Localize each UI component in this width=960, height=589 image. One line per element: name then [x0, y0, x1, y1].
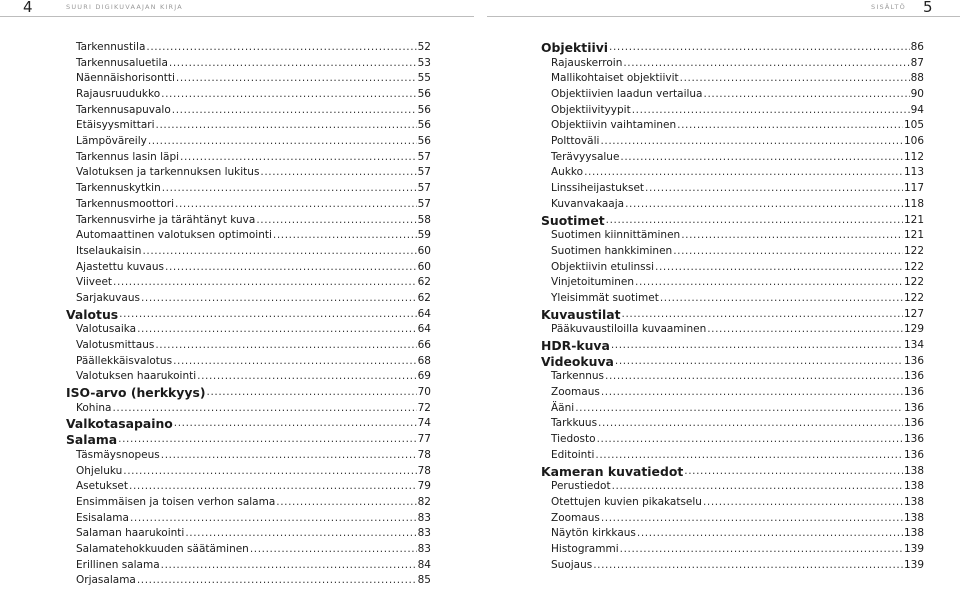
toc-entry [66, 150, 431, 166]
toc-page-number: 78 [417, 448, 431, 461]
toc-leader-dots [600, 134, 903, 150]
toc-entry [66, 322, 431, 338]
header-rule-left [0, 16, 474, 17]
toc-page-number: 72 [417, 401, 431, 414]
toc-entry [541, 495, 924, 511]
toc-chapter-entry [541, 354, 924, 370]
toc-entry-label: Tarkennustila [76, 40, 146, 53]
toc-entry-label: ISO-arvo (herkkyys) [66, 385, 206, 401]
toc-entry-label: Erillinen salama [76, 558, 160, 571]
toc-page-number: 60 [417, 260, 431, 273]
toc-leader-dots [615, 354, 903, 370]
toc-page-number: 83 [417, 542, 431, 555]
toc-page-number: 79 [417, 480, 431, 493]
toc-page-number: 53 [417, 56, 431, 69]
toc-leader-dots [632, 103, 910, 119]
toc-leader-dots [129, 479, 417, 495]
toc-leader-dots [681, 228, 903, 244]
toc-leader-dots [677, 118, 903, 134]
toc-leader-dots [601, 511, 903, 527]
toc-page-number: 94 [910, 103, 924, 116]
toc-page-number: 122 [903, 260, 924, 273]
toc-entry [541, 166, 924, 182]
toc-leader-dots [173, 354, 417, 370]
toc-leader-dots [256, 213, 416, 229]
toc-entry-label: Terävyysalue [551, 150, 620, 163]
toc-entry [541, 385, 924, 401]
toc-left-column [66, 40, 431, 589]
toc-page-number: 138 [903, 464, 924, 477]
toc-chapter-entry [541, 40, 924, 56]
toc-leader-dots [595, 448, 903, 464]
toc-entry-label: Kameran kuvatiedot [541, 463, 684, 479]
toc-entry-label: Aukko [551, 166, 584, 179]
toc-leader-dots [704, 87, 910, 103]
toc-entry-label: Yleisimmät suotimet [551, 291, 659, 304]
toc-leader-dots [273, 228, 417, 244]
toc-leader-dots [172, 103, 417, 119]
toc-entry-label: Linssiheijastukset [551, 182, 645, 195]
right-running-head: SISÄLTÖ [871, 3, 906, 11]
toc-entry [541, 448, 924, 464]
toc-entry-label: Videokuva [541, 353, 614, 369]
toc-entry [66, 213, 431, 229]
toc-entry-label: Valotusaika [76, 323, 137, 336]
toc-entry-label: Tiedosto [551, 433, 596, 446]
toc-entry-label: Tarkennus [551, 370, 605, 383]
toc-entry [66, 558, 431, 574]
toc-entry-label: Ensimmäisen ja toisen verhon salama [76, 495, 276, 508]
toc-leader-dots [637, 526, 903, 542]
toc-page-number: 138 [903, 527, 924, 540]
toc-entry-label: Etäisyysmittari [76, 119, 155, 132]
toc-page-number: 55 [417, 72, 431, 85]
toc-entry-label: Itselaukaisin [76, 244, 142, 257]
toc-entry [541, 134, 924, 150]
toc-page-number: 69 [417, 370, 431, 383]
toc-leader-dots [123, 464, 416, 480]
toc-entry-label: HDR-kuva [541, 338, 610, 354]
toc-page-number: 138 [903, 495, 924, 508]
toc-leader-dots [625, 197, 903, 213]
left-page-number: 4 [23, 0, 33, 16]
toc-entry-label: Ääni [551, 401, 575, 414]
toc-entry [541, 275, 924, 291]
toc-entry-label: Päällekkäisvalotus [76, 354, 173, 367]
toc-leader-dots [601, 385, 903, 401]
toc-entry-label: Tarkennusvirhe ja tärähtänyt kuva [76, 213, 256, 226]
toc-leader-dots [623, 56, 909, 72]
toc-entry [66, 495, 431, 511]
toc-entry-label: Valotusmittaus [76, 339, 155, 352]
toc-leader-dots [137, 573, 417, 589]
toc-entry-label: Pääkuvaustiloilla kuvaaminen [551, 323, 707, 336]
toc-page-number: 127 [903, 307, 924, 320]
toc-leader-dots [620, 542, 903, 558]
toc-entry-label: Otettujen kuvien pikakatselu [551, 495, 702, 508]
toc-entry [66, 369, 431, 385]
toc-leader-dots [684, 464, 903, 480]
toc-leader-dots [155, 338, 416, 354]
toc-page-number: 113 [903, 166, 924, 179]
toc-leader-dots [611, 338, 903, 354]
toc-page-number: 136 [903, 370, 924, 383]
toc-page-number: 62 [417, 276, 431, 289]
toc-entry-label: Täsmäysnopeus [76, 448, 160, 461]
toc-leader-dots [645, 181, 903, 197]
toc-page-number: 106 [903, 135, 924, 148]
toc-entry [66, 464, 431, 480]
toc-page-number: 59 [417, 229, 431, 242]
toc-page-number: 70 [417, 386, 431, 399]
toc-leader-dots [148, 134, 417, 150]
toc-leader-dots [197, 369, 416, 385]
toc-entry [66, 181, 431, 197]
toc-page-number: 58 [417, 213, 431, 226]
toc-leader-dots [597, 432, 903, 448]
toc-entry [541, 479, 924, 495]
toc-page-number: 117 [903, 182, 924, 195]
toc-entry-label: Automaattinen valotuksen optimointi [76, 229, 272, 242]
toc-entry-label: Objektiivin vaihtaminen [551, 119, 677, 132]
toc-entry [541, 197, 924, 213]
toc-page-number: 136 [903, 433, 924, 446]
toc-entry [66, 103, 431, 119]
toc-leader-dots [180, 150, 417, 166]
toc-entry-label: Objektiivityypit [551, 103, 631, 116]
toc-entry-label: Rajauskerroin [551, 56, 623, 69]
toc-entry [541, 260, 924, 276]
toc-chapter-entry [66, 432, 431, 448]
toc-leader-dots [612, 479, 903, 495]
toc-entry [541, 150, 924, 166]
toc-entry-label: Viiveet [76, 276, 113, 289]
toc-entry-label: Orjasalama [76, 574, 136, 587]
toc-page-number: 74 [417, 417, 431, 430]
toc-leader-dots [622, 307, 903, 323]
toc-entry-label: Mallikohtaiset objektiivit [551, 72, 679, 85]
toc-entry-label: Näennäishorisontti [76, 72, 175, 85]
toc-page-number: 56 [417, 119, 431, 132]
toc-leader-dots [680, 71, 910, 87]
toc-page-number: 139 [903, 558, 924, 571]
toc-leader-dots [161, 87, 416, 103]
toc-entry-label: Histogrammi [551, 542, 619, 555]
toc-page-number: 139 [903, 542, 924, 555]
toc-entry [66, 448, 431, 464]
toc-leader-dots [575, 401, 903, 417]
toc-entry-label: Sarjakuvaus [76, 291, 140, 304]
toc-entry [541, 526, 924, 542]
toc-leader-dots [609, 40, 910, 56]
toc-page-number: 122 [903, 276, 924, 289]
toc-leader-dots [162, 181, 417, 197]
toc-entry-label: Tarkennusaluetila [76, 56, 168, 69]
toc-entry-label: Rajausruudukko [76, 88, 161, 101]
toc-page-number: 136 [903, 401, 924, 414]
toc-entry-label: Valotus [66, 306, 119, 322]
toc-entry [66, 166, 431, 182]
toc-entry [66, 338, 431, 354]
toc-leader-dots [161, 448, 417, 464]
toc-leader-dots [118, 432, 416, 448]
toc-leader-dots [655, 260, 903, 276]
toc-entry-label: Valkotasapaino [66, 416, 173, 432]
toc-page-number: 83 [417, 511, 431, 524]
toc-entry [66, 401, 431, 417]
toc-page-number: 56 [417, 103, 431, 116]
toc-leader-dots [635, 275, 903, 291]
toc-entry-label: Lämpöväreily [76, 135, 147, 148]
toc-page-number: 57 [417, 150, 431, 163]
toc-entry [541, 558, 924, 574]
toc-entry-label: Editointi [551, 448, 595, 461]
toc-entry [66, 87, 431, 103]
toc-leader-dots [141, 291, 417, 307]
toc-page-number: 112 [903, 150, 924, 163]
toc-entry-label: Asetukset [76, 480, 129, 493]
toc-entry-label: Perustiedot [551, 480, 611, 493]
toc-leader-dots [130, 511, 417, 527]
toc-leader-dots [707, 322, 903, 338]
toc-entry-label: Ohjeluku [76, 464, 123, 477]
toc-entry [66, 526, 431, 542]
toc-page-number: 118 [903, 197, 924, 210]
toc-page-number: 68 [417, 354, 431, 367]
toc-entry [66, 291, 431, 307]
toc-page-number: 83 [417, 527, 431, 540]
toc-page-number: 77 [417, 433, 431, 446]
toc-page-number: 121 [903, 229, 924, 242]
toc-entry-label: Objektiivi [541, 39, 609, 55]
toc-entry [541, 322, 924, 338]
toc-page-number: 84 [417, 558, 431, 571]
toc-leader-dots [176, 71, 417, 87]
toc-entry [541, 369, 924, 385]
toc-entry-label: Zoomaus [551, 386, 600, 399]
toc-entry-label: Tarkennuskytkin [76, 182, 161, 195]
toc-leader-dots [584, 165, 903, 181]
toc-page-number: 90 [910, 88, 924, 101]
toc-page-number: 60 [417, 244, 431, 257]
toc-entry [66, 118, 431, 134]
toc-leader-dots [175, 197, 417, 213]
toc-page-number: 136 [903, 417, 924, 430]
toc-chapter-entry [66, 307, 431, 323]
toc-page-number: 85 [417, 574, 431, 587]
toc-leader-dots [161, 558, 417, 574]
toc-entry [66, 260, 431, 276]
toc-entry-label: Kuvanvakaaja [551, 197, 625, 210]
toc-leader-dots [165, 260, 417, 276]
toc-entry [66, 275, 431, 291]
toc-entry [541, 244, 924, 260]
toc-chapter-entry [66, 417, 431, 433]
toc-entry [66, 228, 431, 244]
toc-page-number: 138 [903, 511, 924, 524]
toc-entry-label: Suotimen hankkiminen [551, 244, 673, 257]
toc-entry [66, 542, 431, 558]
toc-page-number: 64 [417, 307, 431, 320]
toc-leader-dots [185, 526, 416, 542]
toc-entry-label: Zoomaus [551, 511, 600, 524]
toc-entry-label: Kuvaustilat [541, 306, 621, 322]
toc-page-number: 57 [417, 182, 431, 195]
toc-page-number: 136 [903, 448, 924, 461]
toc-entry-label: Salaman haarukointi [76, 527, 185, 540]
toc-entry-label: Ajastettu kuvaus [76, 260, 164, 273]
left-running-head: SUURI DIGIKUVAAJAN KIRJA [66, 3, 183, 11]
toc-chapter-entry [541, 464, 924, 480]
toc-leader-dots [112, 401, 416, 417]
toc-leader-dots [703, 495, 903, 511]
toc-leader-dots [142, 244, 416, 260]
toc-page-number: 56 [417, 88, 431, 101]
toc-entry-label: Polttoväli [551, 135, 600, 148]
toc-page-number: 105 [903, 119, 924, 132]
toc-page-number: 122 [903, 244, 924, 257]
toc-entry [541, 181, 924, 197]
toc-page-number: 129 [903, 323, 924, 336]
toc-page-number: 82 [417, 495, 431, 508]
toc-entry [541, 87, 924, 103]
toc-entry-label: Objektiivin etulinssi [551, 260, 655, 273]
toc-entry-label: Suotimet [541, 212, 605, 228]
toc-entry-label: Kohina [76, 401, 112, 414]
toc-entry [66, 244, 431, 260]
toc-entry [541, 432, 924, 448]
toc-entry-label: Esisalama [76, 511, 129, 524]
toc-entry [541, 417, 924, 433]
toc-page-number: 86 [910, 40, 924, 53]
toc-entry-label: Valotuksen haarukointi [76, 370, 197, 383]
toc-entry [541, 228, 924, 244]
toc-entry-label: Valotuksen ja tarkennuksen lukitus [76, 166, 260, 179]
toc-page-number: 64 [417, 323, 431, 336]
toc-chapter-entry [541, 307, 924, 323]
toc-page-number: 87 [910, 56, 924, 69]
toc-page-number: 136 [903, 354, 924, 367]
toc-leader-dots [660, 291, 903, 307]
toc-entry [541, 71, 924, 87]
toc-entry [66, 40, 431, 56]
toc-entry [66, 511, 431, 527]
toc-entry [541, 401, 924, 417]
toc-entry-label: Suojaus [551, 558, 593, 571]
toc-entry [66, 479, 431, 495]
toc-entry-label: Salamatehokkuuden säätäminen [76, 542, 249, 555]
toc-leader-dots [593, 558, 903, 574]
toc-leader-dots [260, 165, 416, 181]
toc-page-number: 88 [910, 72, 924, 85]
toc-entry [66, 134, 431, 150]
toc-leader-dots [119, 307, 416, 323]
toc-page-number: 134 [903, 339, 924, 352]
toc-page-number: 121 [903, 213, 924, 226]
toc-entry [541, 103, 924, 119]
toc-entry-label: Tarkennus lasin läpi [76, 150, 180, 163]
toc-leader-dots [207, 385, 417, 401]
toc-chapter-entry [66, 385, 431, 401]
toc-leader-dots [598, 416, 903, 432]
toc-entry [66, 197, 431, 213]
toc-entry-label: Suotimen kiinnittäminen [551, 229, 681, 242]
page-header [0, 0, 960, 14]
toc-entry-label: Salama [66, 432, 118, 448]
toc-page-number: 57 [417, 166, 431, 179]
toc-leader-dots [174, 416, 417, 432]
toc-leader-dots [276, 495, 416, 511]
toc-page-number: 78 [417, 464, 431, 477]
toc-entry [66, 354, 431, 370]
toc-page-number: 122 [903, 291, 924, 304]
toc-entry [66, 71, 431, 87]
toc-entry-label: Tarkennusmoottori [76, 197, 174, 210]
toc-entry [541, 291, 924, 307]
toc-leader-dots [620, 150, 903, 166]
toc-leader-dots [113, 275, 417, 291]
toc-chapter-entry [541, 338, 924, 354]
toc-chapter-entry [541, 213, 924, 229]
toc-page-number: 57 [417, 197, 431, 210]
toc-entry [66, 573, 431, 589]
toc-page-number: 56 [417, 135, 431, 148]
toc-page-number: 52 [417, 40, 431, 53]
toc-entry-label: Vinjetoituminen [551, 276, 635, 289]
toc-entry [66, 56, 431, 72]
toc-leader-dots [137, 322, 417, 338]
toc-page-number: 62 [417, 291, 431, 304]
toc-entry [541, 118, 924, 134]
toc-page-number: 138 [903, 480, 924, 493]
toc-entry-label: Tarkkuus [551, 417, 598, 430]
toc-leader-dots [605, 369, 903, 385]
toc-entry-label: Tarkennusapuvalo [76, 103, 171, 116]
toc-entry-label: Objektiivien laadun vertailua [551, 88, 703, 101]
toc-leader-dots [673, 244, 903, 260]
toc-entry [541, 542, 924, 558]
toc-leader-dots [146, 40, 416, 56]
toc-right-column [541, 40, 924, 573]
header-rule-right [487, 16, 960, 17]
toc-entry [541, 56, 924, 72]
toc-entry-label: Näytön kirkkaus [551, 527, 636, 540]
toc-page-number: 66 [417, 339, 431, 352]
right-page-number: 5 [923, 0, 933, 16]
toc-leader-dots [606, 213, 903, 229]
toc-entry [541, 511, 924, 527]
toc-leader-dots [156, 118, 417, 134]
toc-page-number: 136 [903, 386, 924, 399]
toc-leader-dots [250, 542, 417, 558]
toc-leader-dots [169, 56, 417, 72]
